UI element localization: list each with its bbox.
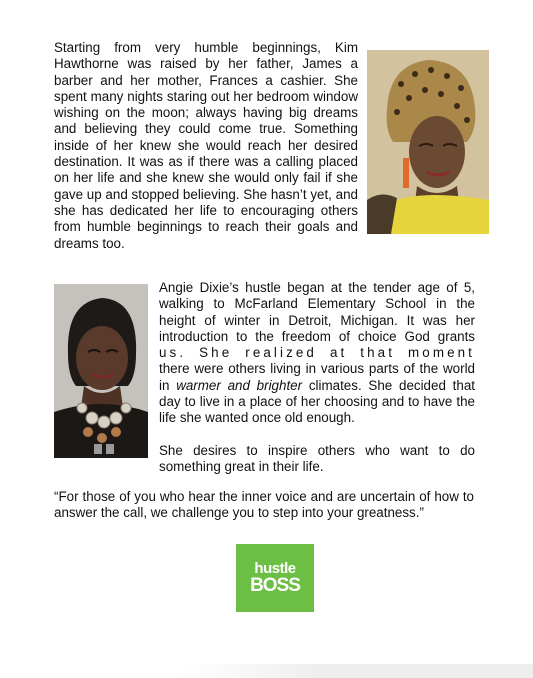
angie-bio-emphasis: warmer and brighter: [176, 377, 303, 393]
closing-quote: “For those of you who hear the inner voice and are uncertain of how to answer the call, we challenge you to step into your greatness.”: [54, 489, 474, 521]
logo-text-hustle: hustle: [254, 560, 296, 577]
angie-bio-text-4: climates. She decided that day to live in a place of her choosing and to have the life she wanted once old enough.: [159, 377, 475, 426]
angie-bio-text-2: us. She realized at that moment: [159, 345, 475, 361]
page-footer-shadow: [180, 664, 533, 678]
hustle-boss-logo: [236, 544, 314, 612]
angie-bio-paragraph: [159, 280, 475, 427]
angie-dixie-photo: [54, 284, 148, 458]
angie-bio-text-3: there were others living in various parts of the world in: [159, 361, 475, 393]
logo-text-boss: BOSS: [250, 575, 300, 596]
kim-hawthorne-photo: [367, 50, 489, 234]
angie-inspire-paragraph: She desires to inspire others who want to do something great in their life.: [159, 443, 475, 475]
kim-bio-paragraph: Starting from very humble beginnings, Kim Hawthorne was raised by her father, James a barber and her mother, Frances a cashier. She spent many nights staring out her bedroom window wishing on the moon; always having big dreams and believing they could come true. Something inside of her knew she would reach her desired destination. It was as if there was a calling placed on her life and she knew she would only fail if she gave up and stopped believing. She hasn’t yet, and she has dedicated her life to encouraging others from humble beginnings to reach their goals and dreams too.: [54, 40, 358, 251]
angie-bio-text-1: Angie Dixie’s hustle began at the tender age of 5, walking to McFarland Elementary School in the height of winter in Detroit, Michigan. It was her introduction to the freedom of choice God grants: [159, 280, 475, 344]
